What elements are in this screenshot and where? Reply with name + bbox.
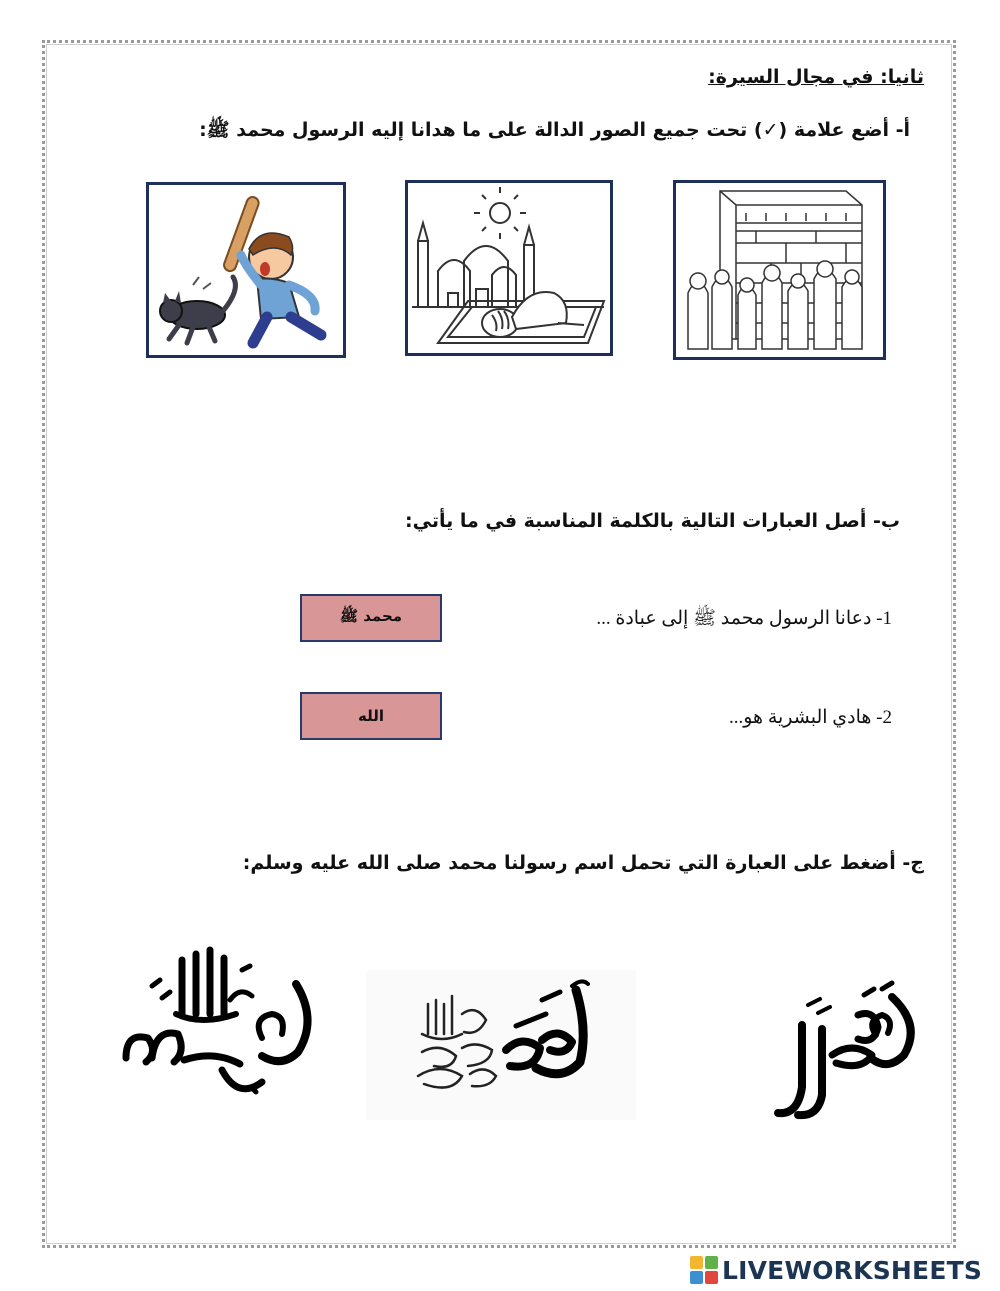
calligraphy-radi-allahu-anhu[interactable]	[112, 940, 322, 1110]
question-b: ب- أصل العبارات التالية بالكلمة المناسبة في ما يأتي:	[405, 510, 900, 532]
calligraphy-azza-wa-jal-art	[772, 975, 922, 1125]
image-mosque-prayer[interactable]	[405, 180, 613, 356]
calligraphy-muhammad-pbuh[interactable]	[366, 970, 636, 1120]
calligraphy-radi-allahu-anhu-art	[112, 940, 322, 1110]
boy-hitting-cat-drawing	[149, 185, 343, 355]
question-c: ج- أضغط على العبارة التي تحمل اسم رسولنا محمد صلى الله عليه وسلم:	[242, 852, 924, 874]
statement-1: 1- دعانا الرسول محمد ﷺ إلى عبادة ...	[596, 608, 892, 629]
section-heading: ثانيا: في مجال السيرة:	[708, 66, 924, 88]
answer-box-allah[interactable]: الله	[300, 692, 442, 740]
image-boy-hitting-cat[interactable]	[146, 182, 346, 358]
calligraphy-muhammad-pbuh-art	[366, 970, 636, 1120]
calligraphy-azza-wa-jal[interactable]	[772, 975, 922, 1125]
brand-name: LIVEWORKSHEETS	[722, 1255, 983, 1285]
liveworksheets-brand	[690, 1254, 982, 1286]
liveworksheets-logo-icon	[690, 1256, 718, 1284]
image-kaaba-pilgrims[interactable]	[673, 180, 886, 360]
question-a: أ- أضع علامة (✓) تحت جميع الصور الدالة على ما هدانا إليه الرسول محمد ﷺ:	[199, 119, 910, 141]
mosque-prayer-drawing	[408, 183, 610, 353]
kaaba-pilgrims-drawing	[676, 183, 883, 357]
answer-box-mohammed[interactable]: محمد ﷺ	[300, 594, 442, 642]
statement-2: 2- هادي البشرية هو...	[728, 707, 892, 728]
